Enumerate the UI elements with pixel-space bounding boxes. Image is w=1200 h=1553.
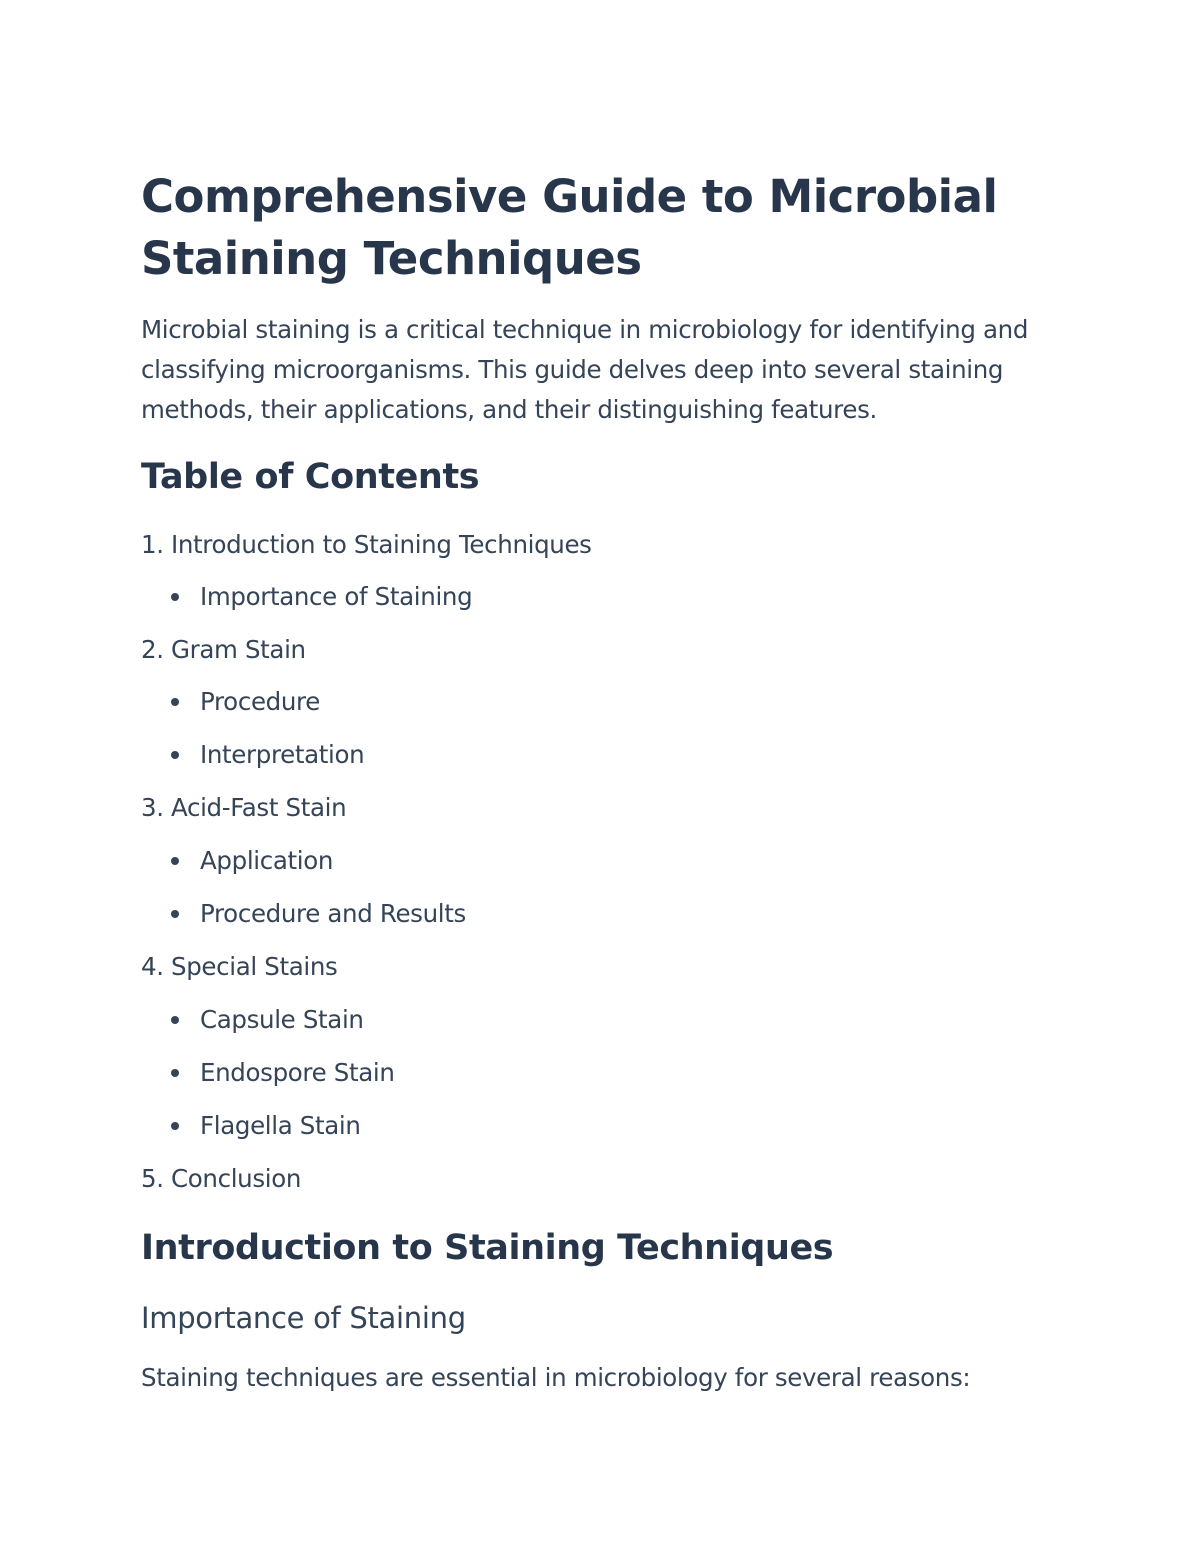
toc-item-introduction[interactable] — [141, 529, 592, 561]
bullet-icon — [171, 698, 179, 706]
toc-item-acid-fast-stain[interactable] — [141, 792, 346, 824]
toc-subitem-label: Interpretation — [200, 740, 365, 769]
toc-subitem-endospore-stain[interactable] — [200, 1057, 395, 1089]
toc-subitem-application[interactable] — [200, 845, 333, 877]
toc-item-number: 5. — [141, 1164, 164, 1193]
toc-subitem-flagella-stain[interactable] — [200, 1110, 361, 1142]
intro-paragraph: Microbial staining is a critical technique in microbiology for identifying and classifying microorganisms. This guide delves deep into several staining methods, their applications, and their distinguishing features. — [141, 315, 1029, 424]
bullet-icon — [171, 593, 179, 601]
subsection-heading-importance: Importance of Staining — [141, 1301, 466, 1335]
section-paragraph: Staining techniques are essential in microbiology for several reasons: — [141, 1363, 971, 1392]
toc-item-number: 3. — [141, 793, 164, 822]
toc-subitem-label: Endospore Stain — [200, 1058, 395, 1087]
toc-item-conclusion[interactable] — [141, 1163, 301, 1195]
toc-subitem-importance-of-staining[interactable] — [200, 581, 472, 613]
toc-subitem-label: Procedure — [200, 687, 320, 716]
toc-subitem-capsule-stain[interactable] — [200, 1004, 364, 1036]
toc-item-special-stains[interactable] — [141, 951, 337, 983]
bullet-icon — [171, 751, 179, 759]
toc-item-label: Special Stains — [171, 952, 338, 981]
bullet-icon — [171, 1016, 179, 1024]
toc-item-label: Acid-Fast Stain — [171, 793, 347, 822]
bullet-icon — [171, 857, 179, 865]
toc-item-label: Introduction to Staining Techniques — [171, 530, 592, 559]
toc-item-number: 4. — [141, 952, 164, 981]
toc-subitem-label: Flagella Stain — [200, 1111, 361, 1140]
toc-item-number: 2. — [141, 635, 164, 664]
bullet-icon — [171, 1122, 179, 1130]
toc-subitem-procedure-and-results[interactable] — [200, 898, 466, 930]
toc-item-gram-stain[interactable] — [141, 634, 306, 666]
toc-subitem-interpretation[interactable] — [200, 739, 364, 771]
document-title: Comprehensive Guide to Microbial Staining Techniques — [141, 170, 998, 285]
toc-subitem-label: Importance of Staining — [200, 582, 473, 611]
bullet-icon — [171, 1069, 179, 1077]
toc-item-label: Conclusion — [171, 1164, 302, 1193]
toc-subitem-label: Application — [200, 846, 334, 875]
section-heading-introduction: Introduction to Staining Techniques — [141, 1228, 834, 1268]
toc-subitem-label: Procedure and Results — [200, 899, 466, 928]
bullet-icon — [171, 910, 179, 918]
toc-heading: Table of Contents — [141, 457, 480, 497]
toc-item-label: Gram Stain — [171, 635, 306, 664]
toc-subitem-label: Capsule Stain — [200, 1005, 364, 1034]
toc-subitem-procedure[interactable] — [200, 686, 320, 718]
toc-item-number: 1. — [141, 530, 164, 559]
